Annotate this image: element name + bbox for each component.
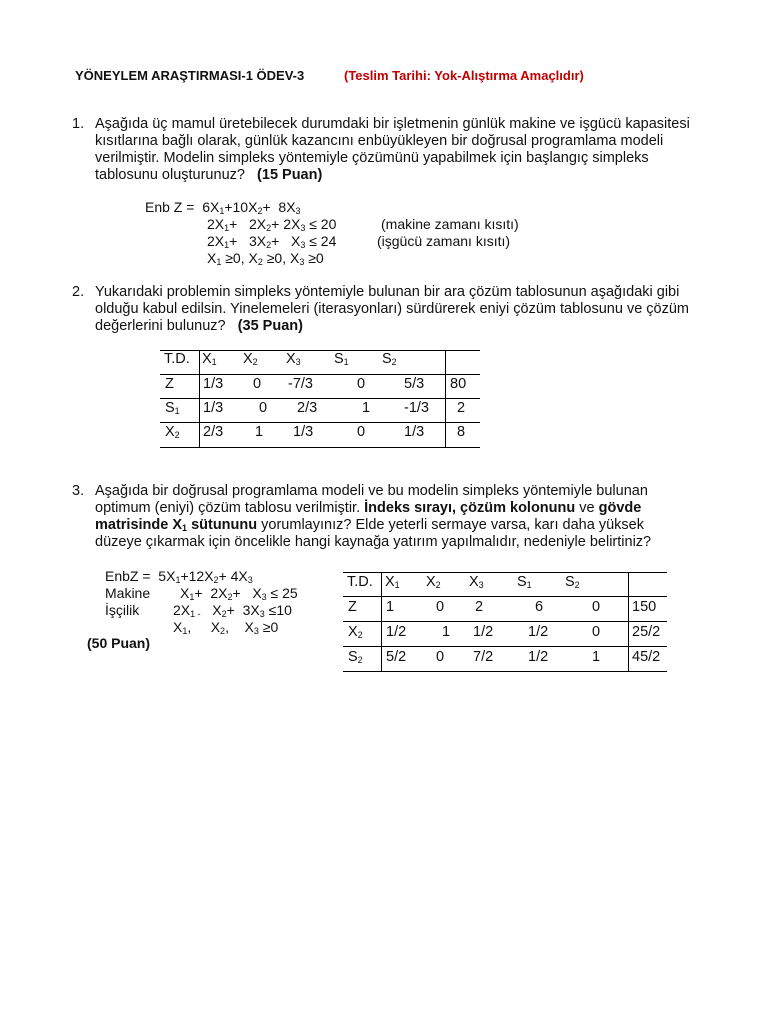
q1-constraint-labor: $2X_1+ 3X_2+ X_3 \le 24$	[207, 233, 337, 250]
q3-cell: 1	[386, 599, 395, 615]
q2-header-x2: $X_2$	[243, 351, 258, 367]
q3-line: Aşağıda bir doğrusal programlama modeli ve bu modelin simpleks yöntemiyle bulunan	[95, 483, 648, 499]
q1-line: Aşağıda üç mamul üretebilecek durumdaki bir işletmenin günlük makine ve işgücü kapasitesi	[95, 116, 690, 132]
q3-cell: 2	[475, 599, 484, 615]
q3-row-label: $X_2$	[348, 624, 363, 640]
q2-cell: 1/3	[203, 376, 224, 392]
q1-line: kısıtlarına bağlı olarak, günlük kazancını enbüyükleyen bir doğrusal programlama modeli	[95, 133, 664, 149]
q2-number: 2.	[72, 284, 85, 300]
q3-header-x2: $X_2$	[426, 574, 441, 590]
q3-cell: 0	[436, 649, 445, 665]
q3-cell: 7/2	[473, 649, 494, 665]
q3-cell: 0	[592, 624, 601, 640]
q2-header-x1: $X_1$	[202, 351, 217, 367]
q3-bold-index: İndeks sırayı, çözüm kolonunu	[364, 500, 576, 516]
q3-cell: 1/2	[528, 624, 549, 640]
q3-cell: 1/2	[528, 649, 549, 665]
q3-number: 3.	[72, 483, 85, 499]
q2-cell: 8	[457, 424, 466, 440]
q3-machine-label: Makine	[105, 585, 151, 601]
q1-machine-note: (makine zamanı kısıtı)	[381, 216, 519, 232]
q3-cell: 150	[632, 599, 657, 615]
q3-bold-body: gövde	[598, 500, 642, 516]
q3-line: yorumlayınız? Elde yeterli sermaye varsa, karı daha yüksek	[257, 517, 644, 533]
q2-row-label: $X_2$	[165, 424, 180, 440]
q3-text: Aşağıda bir doğrusal programlama modeli ve bu modelin simpleks yöntemiyle bulunan optimum (eniyi) çözüm tablosu verilmiştir. İndeks sırayı, çözüm kolonunu ve gövde matrisinde $X_1$ sütununu yorumlayınız? Elde yeterli sermaye varsa, karı daha yüksek düzeye çıkarmak için öncelikle hangi kaynağa yatırım yapılmalıdır, nedeniyle belirtiniz?	[95, 483, 652, 550]
q3-cell: 0	[592, 599, 601, 615]
q3-constraint-labor: $2X_{1 -}$ $X_2+ 3X_3 \le 10$	[173, 602, 292, 619]
q2-cell: 0	[259, 400, 268, 416]
q2-cell: 1/3	[404, 424, 425, 440]
q2-cell: 2/3	[297, 400, 318, 416]
q3-cell: 1/2	[473, 624, 494, 640]
q3-cell: 25/2	[632, 624, 661, 640]
q2-row-label: $S_1$	[165, 400, 180, 416]
q3-cell: 0	[436, 599, 445, 615]
page-title: YÖNEYLEM ARAŞTIRMASI-1 ÖDEV-3	[75, 68, 305, 83]
q2-points: (35 Puan)	[237, 318, 303, 334]
q2-line: olduğu kabul edilsin. Yinelemeleri (iterasyonları) sürdürerek eniyi çözüm tablosunu ve çözüm	[95, 301, 689, 317]
q2-cell: -7/3	[288, 376, 313, 392]
q2-cell: 0	[253, 376, 262, 392]
q3-header-s1: $S_1$	[517, 574, 532, 590]
q3-cell: 6	[535, 599, 544, 615]
q3-cell: 45/2	[632, 649, 661, 665]
q1-points: (15 Puan)	[257, 167, 323, 183]
q3-header-s2: $S_2$	[565, 574, 580, 590]
q2-cell: 2/3	[203, 424, 224, 440]
q2-header-x3: $X_3$	[286, 351, 301, 367]
q3-row-label: $S_2$	[348, 649, 363, 665]
q3-line: düzeye çıkarmak için öncelikle hangi kaynağa yatırım yapılmalıdır, nedeniyle belirtiniz?	[95, 534, 652, 550]
q3-row-label: Z	[348, 599, 357, 615]
q3-cell: 1/2	[386, 624, 407, 640]
q1-text	[95, 116, 690, 184]
q3-cell: 1	[592, 649, 601, 665]
q2-cell: 5/3	[404, 376, 425, 392]
q1-labor-note: (işgücü zamanı kısıtı)	[377, 233, 511, 249]
q3-cell: 5/2	[386, 649, 407, 665]
q3-header-x3: $X_3$	[469, 574, 484, 590]
q2-line: değerlerini bulunuz?	[95, 318, 226, 334]
q3-bold-column: sütununu	[187, 517, 258, 533]
q1-objective: Enb $Z = 6X_1+10X_2+ 8X_3$	[145, 199, 301, 216]
q3-objective: EnbZ = $5X_1+12X_2+ 4X_3$	[105, 568, 253, 585]
q3-points: (50 Puan)	[87, 635, 151, 651]
q2-line: Yukarıdaki problemin simpleks yöntemiyle bulunan bir ara çözüm tablosunun aşağıdaki gibi	[95, 284, 680, 300]
q3-constraint-machine: $X_1+ 2X_2+ X_3 \le 25$	[180, 585, 298, 602]
q3-cell: 1	[442, 624, 451, 640]
q2-cell: -1/3	[404, 400, 429, 416]
q1-line: tablosunu oluşturunuz?	[95, 167, 245, 183]
q1-constraint-machine: $2X_1+ 2X_2+ 2X_3 \le 20$	[207, 216, 337, 233]
q2-cell: 1/3	[203, 400, 224, 416]
q2-header-s1: $S_1$	[334, 351, 349, 367]
q3-line: optimum (eniyi) çözüm tablosu verilmiştir.	[95, 500, 365, 516]
q2-cell: 0	[357, 424, 366, 440]
q1-number: 1.	[72, 116, 85, 132]
q3-header-x1: $X_1$	[385, 574, 400, 590]
q3-header-td: T.D.	[347, 574, 373, 590]
q2-cell: 1/3	[293, 424, 314, 440]
q2-header-td: T.D.	[164, 351, 190, 367]
q2-header-s2: $S_2$	[382, 351, 397, 367]
q2-cell: 80	[450, 376, 467, 392]
q3-conj: ve	[575, 500, 599, 516]
q3-bold-matrix: matrisinde X	[95, 517, 183, 533]
q2-cell: 2	[457, 400, 466, 416]
q2-text	[95, 284, 689, 335]
q3-nonnegativity: $X_1$, $X_2$, $X_3 \ge 0$	[173, 619, 279, 636]
q2-cell: 0	[357, 376, 366, 392]
q2-cell: 1	[255, 424, 264, 440]
deadline-note: (Teslim Tarihi: Yok-Alıştırma Amaçlıdır)	[344, 68, 584, 83]
q2-row-label: Z	[165, 376, 174, 392]
q1-line: verilmiştir. Modelin simpleks yöntemiyle çözümünü yapabilmek için başlangıç simpleks	[95, 150, 649, 166]
q3-labor-label: İşçilik	[105, 602, 140, 618]
q2-cell: 1	[362, 400, 371, 416]
q1-nonnegativity: $X_1 \ge 0$, $X_2 \ge 0$, $X_3 \ge 0$	[207, 250, 324, 267]
